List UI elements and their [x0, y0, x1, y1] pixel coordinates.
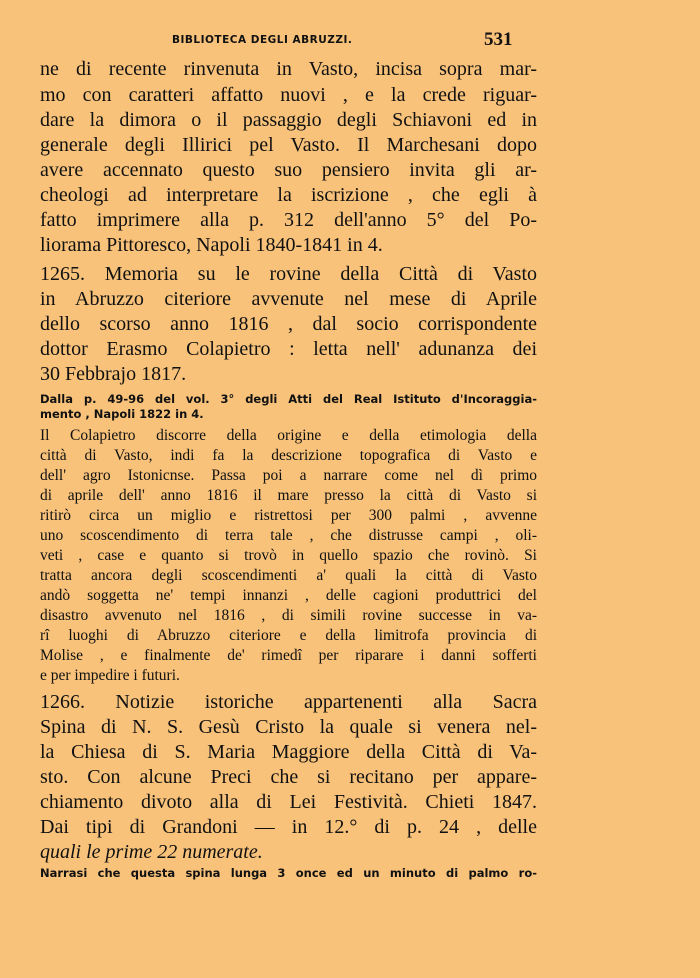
text-line: ne di recente rinvenuta in Vasto, incisa sopra mar-: [40, 58, 537, 80]
text-line: in Abruzzo citeriore avvenute nel mese di Aprile: [40, 288, 537, 310]
text-line: quali le prime 22 numerate.: [40, 841, 263, 863]
text-line: e per impedire i futuri.: [40, 667, 180, 684]
text-line: dello scorso anno 1816 , dal socio corrispondente: [40, 313, 537, 335]
citation-line: Dalla p. 49-96 del vol. 3° degli Atti del Real Istituto d'Incoraggia-: [40, 392, 537, 406]
text-line: disastro avvenuto nel 1816 , di simili rovine successe in va-: [40, 607, 537, 624]
citation-line: Narrasi che questa spina lunga 3 once ed un minuto di palmo ro-: [40, 866, 537, 880]
entry-heading-1265: 1265. Memoria su le rovine della Città di Vasto: [40, 263, 537, 285]
text-line: mo con caratteri affatto nuovi , e la crede riguar-: [40, 84, 537, 106]
text-line: generale degli Illirici pel Vasto. Il Marchesani dopo: [40, 134, 537, 156]
text-line: sto. Con alcune Preci che si recitano per appare-: [40, 766, 537, 788]
text-line: di aprile dell' anno 1816 il mare presso la città di Vasto si: [40, 487, 537, 504]
text-line: Il Colapietro discorre della origine e della etimologia della: [40, 427, 537, 444]
page-number: 531: [484, 29, 513, 50]
text-line: fatto imprimere alla p. 312 dell'anno 5° del Po-: [40, 209, 537, 231]
text-line: Molise , e finalmente de' rimedî per riparare i danni sofferti: [40, 647, 537, 664]
text-line: Dai tipi di Grandoni — in 12.° di p. 24 , delle: [40, 816, 537, 838]
text-line: dare la dimora o il passaggio degli Schiavoni ed in: [40, 109, 537, 131]
citation-line: mento , Napoli 1822 in 4.: [40, 407, 204, 421]
text-line: Spina di N. S. Gesù Cristo la quale si venera nel-: [40, 716, 537, 738]
text-line: dell' agro Istonicnse. Passa poi a narrare come nel dì primo: [40, 467, 537, 484]
text-line: città di Vasto, indi fa la descrizione topografica di Vasto e: [40, 447, 537, 464]
running-title: BIBLIOTECA DEGLI ABRUZZI.: [172, 34, 353, 46]
text-line: chiamento divoto alla di Lei Festività. Chieti 1847.: [40, 791, 537, 813]
text-line: dottor Erasmo Colapietro : letta nell' adunanza dei: [40, 338, 537, 360]
text-line: rî luoghi di Abruzzo citeriore e della limitrofa provincia di: [40, 627, 537, 644]
text-line: uno scoscendimento di terra tale , che distrusse campi , oli-: [40, 527, 537, 544]
text-line: liorama Pittoresco, Napoli 1840-1841 in 4.: [40, 234, 383, 256]
text-line: veti , case e quanto si trovò in quello spazio che rovinò. Si: [40, 547, 537, 564]
text-line: ritirò circa un miglio e ristrettosi per 300 palmi , avvenne: [40, 507, 537, 524]
entry-heading-1266: 1266. Notizie istoriche appartenenti alla Sacra: [40, 691, 537, 713]
text-line: tratta ancora degli scoscendimenti a' quali la città di Vasto: [40, 567, 537, 584]
text-line: andò soggetta ne' tempi innanzi , delle cagioni produttrici del: [40, 587, 537, 604]
text-line: la Chiesa di S. Maria Maggiore della Città di Va-: [40, 741, 537, 763]
text-line: cheologi ad interpretare la iscrizione , che egli à: [40, 184, 537, 206]
text-line: avere accennato questo suo pensiero invita gli ar-: [40, 159, 537, 181]
text-line: 30 Febbrajo 1817.: [40, 363, 187, 385]
